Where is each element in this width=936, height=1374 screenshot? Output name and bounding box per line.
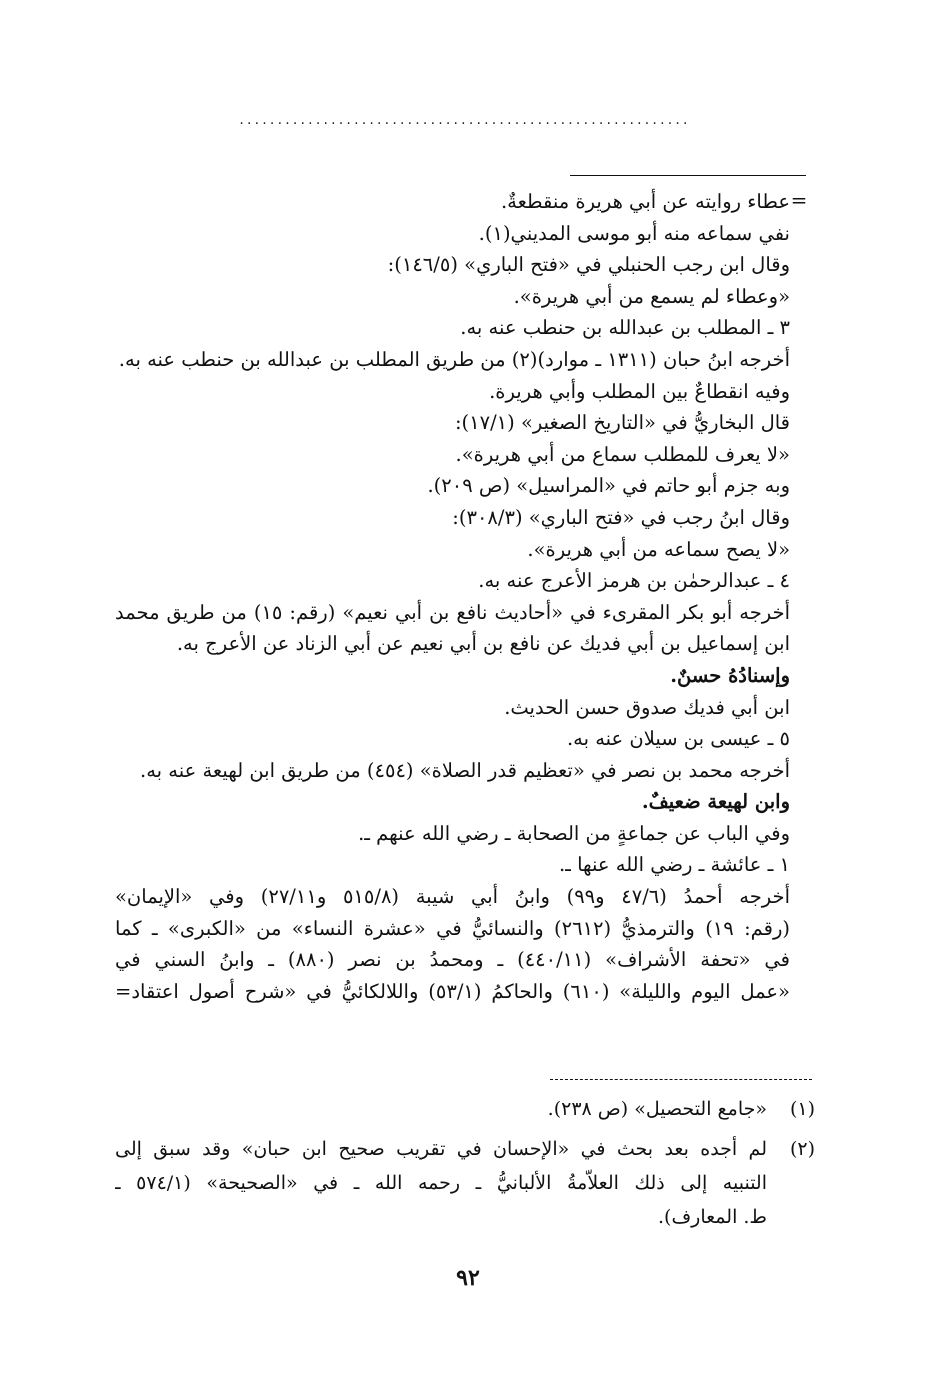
text-line: قال البخاريُّ في «التاريخ الصغير» (١٧/١):	[454, 411, 790, 435]
text-line: وفيه انقطاعٌ بين المطلب وأبي هريرة.	[489, 379, 790, 403]
text-line: ابن إسماعيل بن أبي فديك عن نافع بن أبي نعيم عن أبي الزناد عن الأعرج به.	[176, 632, 790, 656]
text-line: أخرجه أحمدُ (٤٧/٦ و٩٩) وابنُ أبي شيبة (٥١٥/٨ و٢٧/١١) وفي «الإيمان»	[115, 885, 790, 909]
footnote-number: (١)	[789, 1098, 815, 1120]
text-line: «لا يعرف للمطلب سماع من أبي هريرة».	[455, 442, 790, 466]
text-line: وقال ابنُ رجب في «فتح الباري» (٣٠٨/٣):	[452, 505, 790, 529]
text-line: ابن أبي فديك صدوق حسن الحديث.	[504, 695, 790, 719]
text-line: ١ ـ عائشة ـ رضي الله عنها ـ.	[558, 853, 790, 877]
footnote-text	[115, 1132, 767, 1234]
header-dotted-line: ...........................................................	[239, 112, 691, 128]
text-line: وإسنادُهُ حسنٌ.	[670, 663, 790, 687]
text-line: وقال ابن رجب الحنبلي في «فتح الباري» (١٤٦/٥):	[387, 253, 790, 277]
text-line: عطاء روايته عن أبي هريرة منقطعةٌ.	[500, 190, 790, 213]
footnote	[115, 1092, 815, 1126]
text-line: نفي سماعه منه أبو موسى المديني(١).	[478, 221, 790, 245]
text-line: «وعطاء لم يسمع من أبي هريرة».	[513, 284, 790, 308]
text-line: ٤ ـ عبدالرحمٰن بن هرمز الأعرج عنه به.	[478, 569, 790, 593]
footnote-text	[115, 1092, 767, 1126]
footnotes	[115, 1092, 815, 1240]
footnote-line: ط. المعارف).	[658, 1206, 767, 1228]
text-line: وابن لهيعة ضعيفٌ.	[641, 790, 790, 814]
text-line: «لا يصح سماعه من أبي هريرة».	[527, 537, 790, 561]
text-line: (رقم: ١٩) والترمذيُّ (٢٦١٢) والنسائيُّ في «عشرة النساء» من «الكبرى» ـ كما	[115, 916, 790, 940]
page-number: ٩٢	[456, 1265, 480, 1291]
text-line: ٣ ـ المطلب بن عبدالله بن حنطب عنه به.	[460, 316, 790, 340]
footnote-line: لم أجده بعد بحث في «الإحسان في تقريب صحيح ابن حبان» وقد سبق إلى	[115, 1138, 767, 1160]
footnote-number: (٢)	[789, 1138, 815, 1160]
text-line: في «تحفة الأشراف» (٤٤٠/١١) ـ ومحمدُ بن نصر (٨٨٠) ـ وابنُ السني في	[115, 948, 790, 972]
text-line: أخرجه ابنُ حبان (١٣١١ ـ موارد)(٢) من طريق المطلب بن عبدالله بن حنطب عنه به.	[118, 347, 790, 371]
footnote	[115, 1132, 815, 1234]
footnote-line: التنبيه إلى ذلك العلاّمةُ الألبانيُّ ـ رحمه الله ـ في «الصحيحة» (٥٧٤/١ ـ	[115, 1172, 767, 1194]
text-line: وبه جزم أبو حاتم في «المراسيل» (ص ٢٠٩).	[427, 474, 790, 498]
footnote-line: «جامع التحصيل» (ص ٢٣٨).	[547, 1098, 767, 1120]
text-line: وفي الباب عن جماعةٍ من الصحابة ـ رضي الله عنهم ـ.	[358, 821, 790, 845]
footnote-separator	[550, 1079, 812, 1080]
text-line: «عمل اليوم والليلة» (٦١٠) والحاكمُ (٥٣/١) واللالكائيُّ في «شرح أصول اعتقاد=	[115, 979, 790, 1003]
continuation-rule	[570, 175, 806, 176]
text-line: ٥ ـ عيسى بن سيلان عنه به.	[566, 727, 790, 751]
text-line: أخرجه أبو بكر المقرىء في «أحاديث نافع بن أبي نعيم» (رقم: ١٥) من طريق محمد	[115, 600, 790, 624]
text-line: أخرجه محمد بن نصر في «تعظيم قدر الصلاة» (٤٥٤) من طريق ابن لهيعة عنه به.	[140, 758, 790, 782]
continuation-mark: =	[790, 188, 808, 212]
main-text	[115, 186, 790, 1046]
